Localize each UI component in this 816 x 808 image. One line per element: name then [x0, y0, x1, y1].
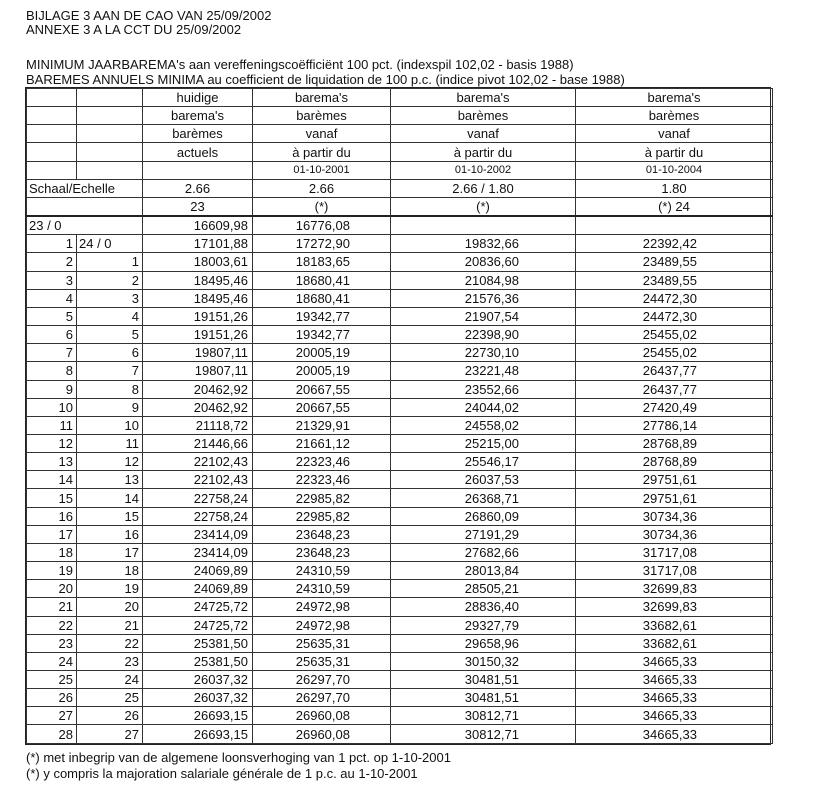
salary-2004: 24472,30 [576, 289, 773, 307]
step-b: 4 [77, 307, 143, 325]
header-cell: à partir du [391, 143, 576, 161]
salary-2004: 32699,83 [576, 580, 773, 598]
table-caption-fr: BAREMES ANNUELS MINIMA au coefficient de liquidation de 100 p.c. (indice pivot 102,02 - base 1988) [26, 72, 625, 87]
step-b: 19 [77, 580, 143, 598]
header-cell: vanaf [391, 125, 576, 143]
step-b: 11 [77, 434, 143, 452]
header-cell: 01-10-2004 [576, 161, 773, 179]
step-a: 27 [27, 707, 77, 725]
table-row [27, 689, 773, 707]
table-row [27, 380, 773, 398]
header-cell [77, 125, 143, 143]
salary-2002: 25215,00 [391, 434, 576, 452]
header-cell: barèmes [143, 125, 253, 143]
step-b: 7 [77, 362, 143, 380]
salary-current: 23414,09 [143, 543, 253, 561]
salary-2004: 30734,36 [576, 507, 773, 525]
scale-value: 1.80 [576, 179, 773, 197]
step-a: 22 [27, 616, 77, 634]
salary-2004: 30734,36 [576, 525, 773, 543]
table-row [27, 562, 773, 580]
salary-2002: 23552,66 [391, 380, 576, 398]
salary-2002: 30812,71 [391, 707, 576, 725]
step-b: 6 [77, 344, 143, 362]
salary-current: 24069,89 [143, 580, 253, 598]
header-cell [27, 161, 77, 179]
header-cell [27, 143, 77, 161]
step-a: 6 [27, 326, 77, 344]
step-b: 13 [77, 471, 143, 489]
salary-2004: 34665,33 [576, 671, 773, 689]
salary-2002: 21084,98 [391, 271, 576, 289]
salary-2004: 33682,61 [576, 616, 773, 634]
step-b: 16 [77, 525, 143, 543]
header-cell: huidige [143, 89, 253, 107]
salary-2004: 26437,77 [576, 362, 773, 380]
scale-label: Schaal/Echelle [27, 179, 143, 197]
step-a: 9 [27, 380, 77, 398]
header-cell: à partir du [253, 143, 391, 161]
table-row [27, 616, 773, 634]
salary-current: 23414,09 [143, 525, 253, 543]
step-a: 4 [27, 289, 77, 307]
salary-2002: 23221,48 [391, 362, 576, 380]
table-row [27, 216, 773, 235]
header-cell: barema's [143, 107, 253, 125]
table-row [27, 453, 773, 471]
salary-2004: 25455,02 [576, 326, 773, 344]
table-row [27, 471, 773, 489]
header-cell [77, 89, 143, 107]
salary-2002: 26860,09 [391, 507, 576, 525]
salary-2001: 26960,08 [253, 707, 391, 725]
header-cell: 01-10-2002 [391, 161, 576, 179]
scale-number: (*) [253, 197, 391, 216]
doc-title-fr: ANNEXE 3 A LA CCT DU 25/09/2002 [26, 22, 242, 37]
step-b: 17 [77, 543, 143, 561]
salary-2001: 20667,55 [253, 398, 391, 416]
salary-current: 20462,92 [143, 380, 253, 398]
step-a: 8 [27, 362, 77, 380]
salary-2002: 22730,10 [391, 344, 576, 362]
salary-current: 22102,43 [143, 471, 253, 489]
salary-2004: 25455,02 [576, 344, 773, 362]
table-row [27, 652, 773, 670]
header-cell [77, 107, 143, 125]
salary-2001: 22323,46 [253, 471, 391, 489]
step-a: 23 [27, 634, 77, 652]
header-cell [77, 161, 143, 179]
salary-2002 [391, 216, 576, 235]
step-a: 21 [27, 598, 77, 616]
salary-2004: 33682,61 [576, 634, 773, 652]
salary-2001: 16776,08 [253, 216, 391, 235]
salary-2001: 24972,98 [253, 616, 391, 634]
salary-current: 17101,88 [143, 235, 253, 253]
step-b: 8 [77, 380, 143, 398]
salary-current: 26037,32 [143, 671, 253, 689]
salary-2002: 21907,54 [391, 307, 576, 325]
salary-2002: 30812,71 [391, 725, 576, 744]
scale-row [27, 179, 773, 197]
salary-2004: 26437,77 [576, 380, 773, 398]
table-row [27, 235, 773, 253]
table-row [27, 507, 773, 525]
header-cell [27, 107, 77, 125]
step-b: 5 [77, 326, 143, 344]
salary-2001: 19342,77 [253, 326, 391, 344]
salary-2004: 34665,33 [576, 689, 773, 707]
header-cell: barèmes [391, 107, 576, 125]
salary-2004: 34665,33 [576, 725, 773, 744]
step-b: 14 [77, 489, 143, 507]
scale-value: 2.66 [143, 179, 253, 197]
salary-2002: 27191,29 [391, 525, 576, 543]
salary-2001: 20667,55 [253, 380, 391, 398]
header-row [27, 161, 773, 179]
salary-2001: 23648,23 [253, 525, 391, 543]
header-cell: barema's [391, 89, 576, 107]
table-row [27, 326, 773, 344]
step-a: 12 [27, 434, 77, 452]
step-b: 18 [77, 562, 143, 580]
table-row [27, 634, 773, 652]
step-a: 2 [27, 253, 77, 271]
step-b: 9 [77, 398, 143, 416]
table-row [27, 253, 773, 271]
salary-2002: 27682,66 [391, 543, 576, 561]
salary-2004: 29751,61 [576, 471, 773, 489]
salary-scale-table [25, 87, 771, 745]
salary-2002: 22398,90 [391, 326, 576, 344]
step-a: 5 [27, 307, 77, 325]
salary-current: 22102,43 [143, 453, 253, 471]
salary-2002: 28013,84 [391, 562, 576, 580]
salary-current: 26693,15 [143, 725, 253, 744]
salary-current: 19151,26 [143, 307, 253, 325]
doc-title-nl: BIJLAGE 3 AAN DE CAO VAN 25/09/2002 [26, 8, 272, 23]
salary-current: 22758,24 [143, 489, 253, 507]
header-cell [27, 125, 77, 143]
salary-2001: 18183,65 [253, 253, 391, 271]
step-a: 16 [27, 507, 77, 525]
salary-2001: 26297,70 [253, 689, 391, 707]
salary-2004: 23489,55 [576, 271, 773, 289]
header-cell: barema's [576, 89, 773, 107]
header-cell [27, 89, 77, 107]
salary-2004: 34665,33 [576, 652, 773, 670]
salary-2002: 30150,32 [391, 652, 576, 670]
scale-value: 2.66 [253, 179, 391, 197]
table-row [27, 725, 773, 744]
table-row [27, 289, 773, 307]
salary-current: 21118,72 [143, 416, 253, 434]
salary-current: 26037,32 [143, 689, 253, 707]
scale-number-row [27, 197, 773, 216]
header-cell: barèmes [576, 107, 773, 125]
table-row [27, 671, 773, 689]
step-b: 12 [77, 453, 143, 471]
salary-2002: 26037,53 [391, 471, 576, 489]
step-a: 15 [27, 489, 77, 507]
header-cell: vanaf [253, 125, 391, 143]
salary-2004: 27786,14 [576, 416, 773, 434]
salary-current: 21446,66 [143, 434, 253, 452]
header-cell: actuels [143, 143, 253, 161]
table-row [27, 398, 773, 416]
salary-2001: 17272,90 [253, 235, 391, 253]
step-a: 19 [27, 562, 77, 580]
footnote-nl: (*) met inbegrip van de algemene loonsverhoging van 1 pct. op 1-10-2001 [26, 750, 451, 765]
salary-2001: 23648,23 [253, 543, 391, 561]
salary-2002: 30481,51 [391, 671, 576, 689]
step-b: 25 [77, 689, 143, 707]
salary-2002: 21576,36 [391, 289, 576, 307]
step-b: 22 [77, 634, 143, 652]
salary-2004: 29751,61 [576, 489, 773, 507]
salary-2002: 25546,17 [391, 453, 576, 471]
salary-2004: 32699,83 [576, 598, 773, 616]
salary-current: 19807,11 [143, 344, 253, 362]
salary-2001: 22985,82 [253, 507, 391, 525]
salary-2004: 24472,30 [576, 307, 773, 325]
step-b: 2 [77, 271, 143, 289]
salary-2001: 25635,31 [253, 634, 391, 652]
step-a: 14 [27, 471, 77, 489]
salary-2002: 28505,21 [391, 580, 576, 598]
salary-2001: 21329,91 [253, 416, 391, 434]
step-a: 13 [27, 453, 77, 471]
salary-2001: 24310,59 [253, 562, 391, 580]
scale-blank [27, 197, 143, 216]
salary-current: 25381,50 [143, 634, 253, 652]
salary-2001: 22985,82 [253, 489, 391, 507]
table-row [27, 271, 773, 289]
step-b: 24 / 0 [77, 235, 143, 253]
salary-2001: 18680,41 [253, 289, 391, 307]
salary-2001: 20005,19 [253, 344, 391, 362]
header-row [27, 143, 773, 161]
step-b: 3 [77, 289, 143, 307]
salary-2004: 22392,42 [576, 235, 773, 253]
salary-2001: 24310,59 [253, 580, 391, 598]
step-a: 1 [27, 235, 77, 253]
step-a: 3 [27, 271, 77, 289]
step-b: 15 [77, 507, 143, 525]
table-row [27, 416, 773, 434]
salary-2004: 23489,55 [576, 253, 773, 271]
table-row [27, 598, 773, 616]
salary-current: 22758,24 [143, 507, 253, 525]
scale-value: 2.66 / 1.80 [391, 179, 576, 197]
salary-2002: 24044,02 [391, 398, 576, 416]
table-row [27, 344, 773, 362]
step-b: 20 [77, 598, 143, 616]
header-cell: 01-10-2001 [253, 161, 391, 179]
table-row [27, 489, 773, 507]
step-a: 17 [27, 525, 77, 543]
salary-2002: 28836,40 [391, 598, 576, 616]
scale-number: 23 [143, 197, 253, 216]
header-cell: barema's [253, 89, 391, 107]
salary-2002: 29658,96 [391, 634, 576, 652]
table-row [27, 543, 773, 561]
header-cell [77, 143, 143, 161]
step-a: 23 / 0 [27, 216, 143, 235]
table-row [27, 362, 773, 380]
salary-2001: 25635,31 [253, 652, 391, 670]
step-b: 1 [77, 253, 143, 271]
step-b: 21 [77, 616, 143, 634]
header-cell [143, 161, 253, 179]
salary-2001: 24972,98 [253, 598, 391, 616]
step-a: 18 [27, 543, 77, 561]
salary-current: 18495,46 [143, 271, 253, 289]
step-a: 26 [27, 689, 77, 707]
salary-current: 18495,46 [143, 289, 253, 307]
salary-2004 [576, 216, 773, 235]
salary-2004: 31717,08 [576, 562, 773, 580]
salary-2004: 28768,89 [576, 434, 773, 452]
step-b: 27 [77, 725, 143, 744]
table-row [27, 525, 773, 543]
salary-table [26, 88, 773, 744]
salary-2004: 27420,49 [576, 398, 773, 416]
salary-2004: 34665,33 [576, 707, 773, 725]
salary-2004: 28768,89 [576, 453, 773, 471]
salary-current: 24069,89 [143, 562, 253, 580]
step-a: 20 [27, 580, 77, 598]
salary-current: 26693,15 [143, 707, 253, 725]
salary-2001: 19342,77 [253, 307, 391, 325]
salary-2002: 24558,02 [391, 416, 576, 434]
salary-2001: 26297,70 [253, 671, 391, 689]
header-cell: à partir du [576, 143, 773, 161]
salary-current: 19807,11 [143, 362, 253, 380]
salary-current: 20462,92 [143, 398, 253, 416]
salary-2002: 26368,71 [391, 489, 576, 507]
scale-number: (*) 24 [576, 197, 773, 216]
step-a: 28 [27, 725, 77, 744]
header-row [27, 89, 773, 107]
step-a: 10 [27, 398, 77, 416]
salary-current: 16609,98 [143, 216, 253, 235]
salary-2001: 22323,46 [253, 453, 391, 471]
salary-2001: 20005,19 [253, 362, 391, 380]
footnote-fr: (*) y compris la majoration salariale générale de 1 p.c. au 1-10-2001 [26, 766, 418, 781]
step-b: 26 [77, 707, 143, 725]
salary-current: 18003,61 [143, 253, 253, 271]
table-row [27, 434, 773, 452]
salary-2004: 31717,08 [576, 543, 773, 561]
salary-current: 24725,72 [143, 616, 253, 634]
salary-current: 25381,50 [143, 652, 253, 670]
salary-2002: 29327,79 [391, 616, 576, 634]
header-row [27, 125, 773, 143]
salary-2002: 30481,51 [391, 689, 576, 707]
step-a: 7 [27, 344, 77, 362]
salary-2001: 18680,41 [253, 271, 391, 289]
step-b: 23 [77, 652, 143, 670]
salary-2002: 20836,60 [391, 253, 576, 271]
scale-number: (*) [391, 197, 576, 216]
salary-current: 19151,26 [143, 326, 253, 344]
header-cell: barèmes [253, 107, 391, 125]
table-row [27, 707, 773, 725]
table-row [27, 307, 773, 325]
step-a: 24 [27, 652, 77, 670]
header-cell: vanaf [576, 125, 773, 143]
salary-2002: 19832,66 [391, 235, 576, 253]
step-b: 10 [77, 416, 143, 434]
step-b: 24 [77, 671, 143, 689]
step-a: 25 [27, 671, 77, 689]
salary-2001: 26960,08 [253, 725, 391, 744]
step-a: 11 [27, 416, 77, 434]
table-caption-nl: MINIMUM JAARBAREMA's aan vereffeningscoëfficiënt 100 pct. (indexspil 102,02 - basis 1988) [26, 57, 574, 72]
table-row [27, 580, 773, 598]
salary-current: 24725,72 [143, 598, 253, 616]
salary-2001: 21661,12 [253, 434, 391, 452]
header-row [27, 107, 773, 125]
